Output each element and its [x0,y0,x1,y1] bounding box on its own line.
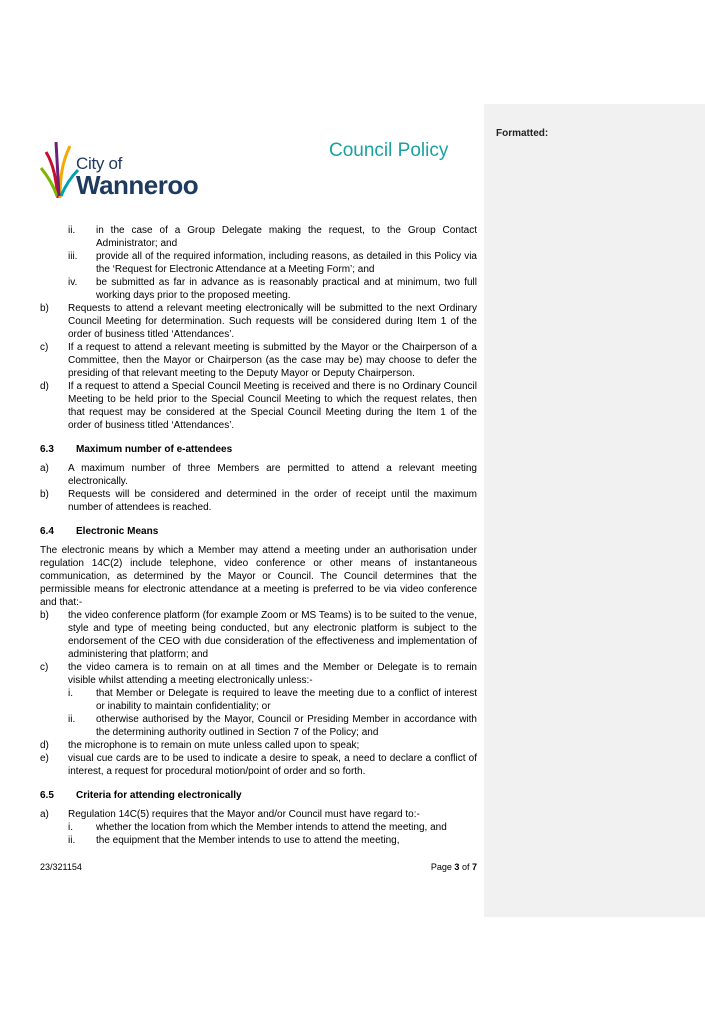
city-logo [40,140,215,202]
list-item [40,488,477,514]
section-title: Maximum number of e-attendees [76,444,233,455]
list-item [40,276,477,302]
item-text: If a request to attend a Special Council Meeting is received and there is no Ordinary Council Meeting to be held prior to the Special Council Meeting to which the request relates, then that request may be considered at the Special Council Meeting during the Item 1 of the order of business titled ‘Attendances’. [68,381,477,431]
item-text: the equipment that the Member intends to use to attend the meeting, [96,835,400,846]
item-number: iv. [68,277,78,288]
item-number: i. [68,822,73,833]
page-of: of [461,862,470,872]
section-title: Criteria for attending electronically [76,790,242,801]
list-item [40,834,477,847]
list-item [40,609,477,661]
item-text: in the case of a Group Delegate making the request, to the Group Contact Administrator; and [96,225,477,249]
document-title: Council Policy [329,140,449,161]
logo-emblem-icon [40,140,80,200]
list-item [40,462,477,488]
list-item [40,739,477,752]
list-item [40,341,477,380]
item-text: Requests will be considered and determined in the order of receipt until the maximum number of attendees is reached. [68,489,477,513]
item-text: otherwise authorised by the Mayor, Council or Presiding Member in accordance with the determining authority outlined in Section 7 of the Policy; and [96,714,477,738]
item-number: iii. [68,251,78,262]
document-body [40,224,477,847]
logo-text-line1: City of [76,154,123,173]
item-text: the microphone is to remain on mute unless called upon to speak; [68,740,360,751]
item-label: d) [40,381,49,392]
section-heading-6-4 [40,525,477,538]
item-label: b) [40,489,49,500]
section-title: Electronic Means [76,526,159,537]
item-label: b) [40,303,49,314]
section-heading-6-3 [40,443,477,456]
list-item [40,661,477,687]
page-current: 3 [454,862,460,872]
section-heading-6-5 [40,789,477,802]
list-item [40,752,477,778]
list-item [40,302,477,341]
list-item [40,808,477,821]
item-text: be submitted as far in advance as is reasonably practical and at minimum, two full working days prior to the proposed meeting. [96,277,477,301]
item-text: Requests to attend a relevant meeting electronically will be submitted to the next Ordinary Council Meeting for determination. Such requests will be considered during Item 1 of the order of business titled ‘Attendances’. [68,303,477,340]
item-text: whether the location from which the Member intends to attend the meeting, and [96,822,447,833]
comment-label: Formatted: [496,128,549,139]
item-text: the video conference platform (for example Zoom or MS Teams) is to be suited to the venue, style and type of meeting being conducted, but any electronic platform is subject to the endorsement of the CEO with due consideration of the effectiveness and implementation of administering that platform; and [68,610,477,660]
item-text: A maximum number of three Members are permitted to attend a relevant meeting electronically. [68,463,477,487]
comment-pane[interactable] [484,104,705,917]
page-prefix: Page [430,862,452,872]
page-indicator [431,862,477,872]
page-total: 7 [471,862,477,872]
section-number: 6.4 [40,526,54,537]
item-number: ii. [68,714,76,725]
list-item [40,250,477,276]
list-item [40,713,477,739]
page-footer [40,862,477,872]
item-number: ii. [68,225,76,236]
item-text: If a request to attend a relevant meeting is submitted by the Mayor or the Chairperson of a Committee, then the Mayor or Chairperson (as the case may be) may choose to defer the presiding of that relevant meeting to the Deputy Mayor or Deputy Chairperson. [68,342,477,379]
item-label: d) [40,740,49,751]
section-number: 6.5 [40,790,54,801]
logo-text-line2: Wanneroo [76,170,199,200]
item-label: a) [40,809,49,820]
item-label: e) [40,753,49,764]
item-label: b) [40,610,49,621]
item-label: c) [40,662,49,673]
item-number: ii. [68,835,76,846]
item-number: i. [68,688,73,699]
list-item [40,687,477,713]
item-text: the video camera is to remain on at all times and the Member or Delegate is to remain visible whilst attending a meeting electronically unless:- [68,662,477,686]
section-number: 6.3 [40,444,54,455]
item-text: Regulation 14C(5) requires that the Mayor and/or Council must have regard to:- [68,809,420,820]
list-item [40,224,477,250]
item-text: visual cue cards are to be used to indicate a desire to speak, a need to declare a conflict of interest, a request for procedural motion/point of order and so forth. [68,753,477,777]
item-label: a) [40,463,49,474]
document-number: 23/321154 [40,862,82,872]
list-item [40,380,477,432]
item-text: that Member or Delegate is required to leave the meeting due to a conflict of interest or inability to maintain confidentiality; or [96,688,477,712]
item-text: provide all of the required information, including reasons, as detailed in this Policy via the ‘Request for Electronic Attendance at a Meeting Form’; and [96,251,477,275]
list-item [40,821,477,834]
section-intro: The electronic means by which a Member may attend a meeting under an authorisation under regulation 14C(2) include telephone, video conference or other means of instantaneous communication, as determined by the Mayor or Council. The Council determines that the permissible means for electronic attendance at a meeting is preferred to be via video conference and that:- [40,545,477,608]
item-label: c) [40,342,49,353]
